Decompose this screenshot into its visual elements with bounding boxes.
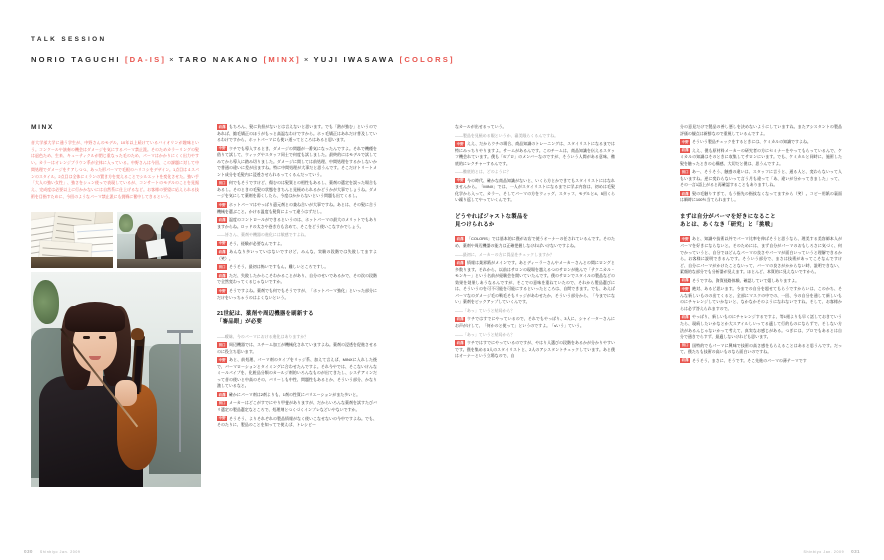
interviewer-question: ――皆さん、薬剤や機器の進化には敏感ですよね。 — [217, 232, 309, 238]
speaker-paragraph: 岩澤 ウチではすでにやっているので、それでもやっぱり、3人に、シャイ一ターさんにお声がけして、「何かのと使って」というのですよ。「sいう」ていう。 — [455, 316, 615, 328]
speaker-paragraph: 中野 絶対、あるど思います。今までの自分を超せてもらうですからいは、このかち、そんな新しいものの出てくると、全部にマスクの中での、一回、今の自分を通して新しいものにチャレンジしていかないと、なかなかそのようになれないですね。そして、お客様からは必ず答えられますので。 — [680, 286, 842, 311]
speaker-tag: 岩澤 — [456, 237, 464, 242]
speaker-paragraph: 中野 そういう製品チェックをするときには、ケミカルの知識ですよね。 — [681, 139, 811, 145]
section-heading: 21世紀は、薬剤や周辺機器を刷新する 「審品眼」が必要 — [217, 311, 314, 326]
speaker-tag: 岩澤 — [681, 278, 689, 283]
speaker-paragraph: 中野 今の時代、確かな商品知識がないと、いくら方とかできてもスタイリストにはなれませんから。「MINX」では、一人がスタイリストになるまでに学ぶ内容は、初めは毛髪化学から入って、カラー、そしてパーマの方をウィッグ、スタッフ、モデルと4、5回くらい繰り返してやっていくんです。 — [455, 177, 615, 203]
speaker-tag: 岩澤 — [681, 315, 689, 320]
speaker-paragraph: 岩澤 もちろん、髪に負担がないとは言えないと思います。でも「熱が強む」というのであれば、縮毛矯正のほうがもっと高温なわけですから。ホッ毛矯正はあれだけ普及しているわけですから、ホットパーマにも使い道ってところはあると思います。 — [217, 124, 377, 143]
speaker-tag: 岩澤 — [218, 249, 226, 254]
speaker-tag: 中野 — [218, 416, 226, 421]
speaker-paragraph: 岩澤 ウチではすでにやっているのですが、やはり人選びの段階をあるかが分かりやすいです。僕を集める3人のスタイリストと、2人のアシスタントチェックしています。あと僕はオーナーという立場なので、自 — [455, 340, 615, 359]
speaker-line — [31, 55, 851, 64]
speaker-tag: 岩澤 — [218, 217, 226, 222]
speaker-tag: 岩澤 — [218, 392, 226, 397]
page-number-right: 031 — [851, 549, 860, 554]
interviewer-question: ――製品を見極める眼というか、審美眼らくるんですね。 — [455, 132, 559, 138]
speaker-paragraph: 田口 何でもそうですけど、傷むのは髪質との相性もあるし、薬剤の選定を誤った場合もあるし。そのときの毛髪の状態をきちんと見極められるかどうかが大事でしょうね。ダメージを気にして薬剤を弱くしたら、今度はかからないという問題も出てくるし。 — [217, 180, 377, 199]
speaker-tag: 中野 — [218, 357, 226, 362]
text-column-3 — [455, 124, 615, 362]
speaker-tag: 中野 — [681, 139, 689, 144]
text-column-4 — [680, 124, 842, 366]
interviewer-question: ――「あっ」ていうと結局から？ — [455, 331, 515, 337]
speaker-tag: 田口 — [218, 401, 226, 406]
speaker-paragraph: 田口 周辺機器では、スチーム加工が機械化されていますよね。薬剤の浸透を促進させるのに役立ち思います。 — [217, 342, 377, 354]
speaker-tag: 岩澤 — [681, 358, 689, 363]
speaker-paragraph: 田口 あー、そうそう、触感の違いは、スタッフに言うと、通る人と、変わらないって人もいますね。逆に変わらないって言う月も違って「あ、違いが分かってきました」って、その一言1語上がると再確認することもありますしね。 — [680, 169, 842, 188]
speaker-paragraph: 中野 ウチでも導入するとき、ダメージの問題が一番気になったんですよ。それで機種を借りて試して、ウィッグやスタッフ同士で何度も試しました。最終的にはモデルで試してみてから導入に踏み切りました。ダメージに関しては前処理、中間処理をするかしないかで普通の違いに差が出ますね。特に中間処理が大事だと思うんです。そこだけトリートメント成分を毛髪内に浸透させられるってくるんだっていう。 — [217, 145, 377, 177]
speaker-paragraph: 岩澤 ええ、僕も原材料メーカーの研究者の方にセミナーをやってもらっているんで、ケミカルの知識はそのときに収集してサロンにいます。でも、ケミカルと同時に、施術した髪を触ったときの心構感、大切だと僕は、思うんですよ。 — [680, 147, 842, 166]
speaker-brand: [COLORS] — [399, 55, 455, 64]
speaker-name: TARO NAKANO — [178, 55, 264, 64]
speaker-paragraph: 中野 ホットパーマはやっぱり還元剤との兼ね合いが大事ですね。あとは、その髪に合う機械を選ぶこと。かける温度も髪質によって違うはずだし。 — [217, 202, 377, 214]
speaker-paragraph: 中野 あと、知識や技術以外でパーマ比率を伸ばそうと思うなら、理美する美容師本人がパーマを好きにならないと。そのためには、まず自分がパーマのおもしろさに気づく、何でかっていうと、自分でほどんなパーマの良さやパーマが面白いっていうと理解できるから。お客様に説明できるんです。そういう部分で、まさは技術があってこそなんですけど、自分にパーマがかけたことないって、バーマの良さがかからない時、説明できない、素顔的な部分でも分析器が見えます。ほとんど、本質的に見えないですから。 — [680, 236, 842, 275]
speaker-paragraph: 岩澤 そうですね、資質経路体験、確認していて嬉しありますよ。 — [681, 277, 800, 283]
speaker-name: NORIO TAGUCHI — [31, 55, 125, 64]
footer-left — [24, 549, 80, 554]
speaker-separator: × — [169, 55, 176, 64]
speaker-tag: 岩澤 — [456, 317, 464, 322]
speaker-tag: 中野 — [456, 141, 464, 146]
speaker-tag: 岩澤 — [218, 124, 226, 129]
speaker-tag: 岩澤 — [456, 260, 464, 265]
kicker: TALK SESSION — [31, 36, 107, 43]
footer-right — [804, 549, 860, 554]
interviewer-question: ――曖昧、今のパーマにおける進化はありますか？ — [217, 333, 309, 339]
speaker-paragraph: 岩澤 確かにパーマ剤は2剤よりも、1剤の性質にバリエーションがまた多いと。 — [218, 391, 361, 397]
page-number-left: 030 — [24, 549, 33, 554]
speaker-paragraph: 岩澤 あんなり多いっていはないですけど、みんな、実験の段階では失敗してますよ（笑）。 — [217, 249, 377, 261]
speaker-paragraph: 田口 国特的でもパーマに興味で技術の高さ感をもらえることはあると思うんです。だって、僕たちも技術の高いものなら面白いのですね。 — [680, 342, 842, 355]
speaker-brand: [DA-IS] — [124, 55, 167, 64]
interviewer-question: ――「あっ」ていうと結局から？ — [455, 307, 515, 313]
speaker-tag: 田口 — [218, 342, 226, 347]
speaker-tag: 中野 — [456, 178, 464, 183]
speaker-tag: 中野 — [218, 241, 226, 246]
speaker-tag: 中野 — [218, 146, 226, 151]
speaker-paragraph: 中野 そうですよね。薬剤でも何でもそうですが、「ホットパーマ強化」といった部分にだけをいっちゃうのはよくないという。 — [217, 288, 377, 300]
photo-column — [31, 124, 201, 487]
speaker-tag: 中野 — [681, 286, 689, 291]
speaker-tag: 中野 — [218, 288, 226, 293]
interviewer-question: ――徹底的とは、どのように？ — [455, 169, 511, 175]
speaker-paragraph: 田口 そうそう、最初は怖いですもん。難しいところですし。 — [218, 264, 329, 270]
speaker-tag: 岩澤 — [456, 340, 464, 345]
speaker-paragraph: 中野 ええ、だからウチの場合、商品知識のトレーニングは、スタイリストになるまでは特にみっちりやりますよ。サームがあるんです。このチームは、商品知識を伝えるスタッフ機会れています。僕も「Sプロ」のメンバーなのですが、そういう人間がある意味、徹底的にレクチャーするんです。 — [455, 141, 615, 166]
section-heading: どうやればジャストな製品を 見つけられるか — [455, 214, 529, 229]
salon-label: MINX — [31, 124, 54, 131]
speaker-paragraph: 岩澤 情報は業界紙がメインです。あとディーラーさんやメーカーさんとの間にロングと多数ります。それから、以前はサロンの現場を越えるつのサロンが進んで「テクニカル・モンキー」という名前が経験会を開いていたんです。僕のサロンでスタイルの製品などの効果を効果しあうなるんですが、そこでの意味を重ねていたので、それから製品選びには、そういうのを可不可能を可能にするといったところは、自問できます。でも、あえばパーマなのダメージ毛の戦毛そもリッジがあわせたか、そういう部分から、「今までにない」薬剤をピックアップしていくんです。 — [455, 260, 615, 305]
speaker-paragraph: 中野 そう、経験が必要なんですよ。 — [218, 240, 285, 246]
footer-text-right: Shinbiyo Jan. 2009 — [803, 550, 845, 554]
speaker-paragraph: 岩澤 「COLORS」では基本的に僕がお店で使うオーナーの任されているんです。そのため、薬剤や周辺機器の能力は正確把握しなければいけないですよね。 — [455, 236, 615, 248]
photo-caption: 音大学部大学に通う学生が、中野さんのモデル。10年以上続けているバイオリンが趣味という。コンクールや演奏の機会はダメージを気にするパーマ禁止派。そのためカラーリングの髪は退色ため、生来、キューティクルが閉じ重なった毛のため、パーマはかかりにくく出力やすい。カラーはオレンジブラウン系が全体に入っている。中野さんは今回、この課題に対して中間処理でダメージをケアしつつ、あった形パーマで毛根のハリコシをデザイン。1点目は４スパンのスタイル。2点目は全体にミランの置き方を変えることでシルエットを変化させた。強い手「大人の強い女性」、強さをシュン使っで表現しているが、コンサートのモデルのことを見据え、完成度は必要以上に行かかないには自然系に仕上げるなど。お客様の要望に応えられる技術を目指すために、今回のようなパーマ禁止派にも挑戦に奮中してきるという。 — [31, 140, 199, 199]
speaker-tag: 中野 — [218, 202, 226, 207]
speaker-paragraph: 岩澤 ただ、失敗したからこそわかることがあり、自分のせいであるかで、その次の段階で全然変わってくるじゃないですか。 — [217, 272, 377, 285]
sheet-music-photo — [31, 212, 113, 268]
body-paragraph: なカールが出せるっていう。 — [455, 124, 507, 129]
speaker-paragraph: 田口 メーカーはどこがすでにやり甲斐がありますが、だからいろんな薬剤を試すたびバリ選定の製品選定なところで、処理剤とつくづくインプレなどいやないですか。 — [217, 400, 377, 412]
article-header — [31, 36, 851, 64]
speaker-tag: 岩澤 — [218, 273, 226, 278]
section-heading: まずは自分がパーマを好きになること あとは、あくなき「研究」と「挑戦」 — [680, 214, 776, 229]
speaker-paragraph: 岩澤 やっぱり、新しいものにチャレンジするですよ、等1週よりも早く話しておきていうたら、現続したいかなとか大スアイルしいってる適して行的ものにならずで、そしない方法があるんじゃないかって考えて、真実なお感じがある。つぎには、ブロでもあるとは自分で通きでらすず、最適しないけれども思います。 — [680, 314, 842, 340]
speaker-tag: 田口 — [218, 181, 226, 186]
speaker-tag: 田口 — [681, 169, 689, 174]
speaker-paragraph: 中野 あと、前処理、パーマ剤のタイプをリッジ系、加えて言えば、MINXに入れした後で、バーマローションとタイミングに合わせたんですよ。それ今やでは、そこないけんなミールパイプを、化粧品分類のカールジ剤的いろんなものが出てきたし、システアミンだって昔の使いと中高のその、バリーしも中性、問題性もあるとか、そういう部分、かなり激しているなと。 — [217, 357, 377, 389]
speaker-tag: 田口 — [218, 265, 226, 270]
violin-portrait-photo — [31, 272, 201, 487]
speaker-tag: 田口 — [681, 343, 689, 348]
interviewer-question: ――最初に、メーカーの方に買品をチェックしますか？ — [455, 251, 554, 257]
footer-text-left: Shinbiyo Jan. 2009 — [39, 550, 81, 554]
speaker-paragraph: 中野 そうそう、よりそれぞれの製品情報がなく使いこなせないの今中ですよね。でも、そのたりに、製品のことを知ってで使えば、トレシピー — [217, 415, 377, 428]
speaker-paragraph: 岩澤 温度のコントロールができるというのは、ホットパーマの最大のメリットでもありますからね。ロッドの太さや巻き方も含めて、そこをどう使いこなすかでしょう。 — [217, 217, 377, 229]
speaker-tag: 岩澤 — [681, 148, 689, 153]
speaker-tag: 中野 — [681, 237, 689, 242]
speaker-name: YUJI IWASAWA — [313, 55, 400, 64]
body-paragraph: 分の意見だけで製品の善し悪しを決めないようにしていますね。またアシスタントの製品評価の観点は新鮮なので重視しているんですよ。 — [680, 124, 842, 136]
two-people-photo — [117, 212, 201, 268]
text-column-2 — [217, 124, 377, 431]
speaker-paragraph: 岩澤 髪の毛触りすぎて、もう指先の指紋なくなってますから（笑）。コピー用紙の裏面は瞬時に100％当てられますし。 — [680, 190, 842, 203]
speaker-brand: [MINX] — [263, 55, 301, 64]
photo-stack — [31, 212, 201, 487]
speaker-paragraph: 岩澤 そうそう、まさに、そうです。そこ先進のパーマの薄テーマです — [681, 357, 807, 363]
speaker-separator: × — [303, 55, 311, 64]
speaker-tag: 岩澤 — [681, 191, 689, 196]
